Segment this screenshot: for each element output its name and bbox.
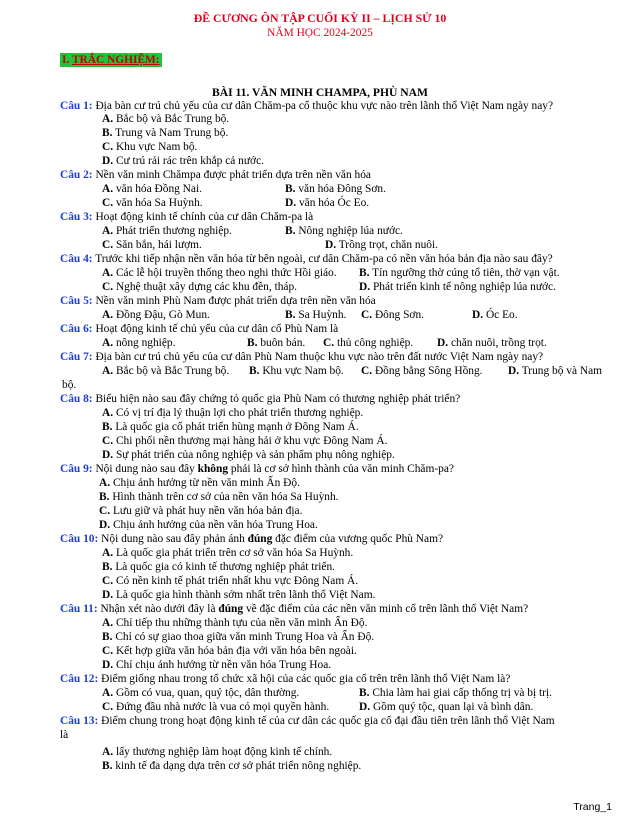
option xyxy=(102,760,361,773)
option-letter: C. xyxy=(102,281,114,293)
question-number: Câu 3: xyxy=(60,211,93,223)
option-text: văn hóa Đông Sơn. xyxy=(298,183,386,195)
option-letter: B. xyxy=(359,267,370,279)
option xyxy=(102,197,203,210)
option-letter: B. xyxy=(285,225,296,237)
option-letter: B. xyxy=(102,631,113,643)
option xyxy=(102,281,297,294)
option xyxy=(285,225,403,238)
option-letter: D. xyxy=(359,701,371,713)
section-number: I. xyxy=(62,54,70,66)
question-5 xyxy=(60,295,376,308)
option xyxy=(99,505,302,518)
question-text: Hoạt động kinh tế chủ yếu của cư dân cổ Phù Nam là xyxy=(95,323,339,335)
option-text: Sa Huỳnh. xyxy=(298,309,347,321)
option xyxy=(102,407,363,420)
question-12 xyxy=(60,673,510,686)
emphasis: đúng xyxy=(247,533,273,545)
option-letter: A. xyxy=(102,365,114,377)
option xyxy=(102,575,358,588)
question-text: Địa bàn cư trú chủ yếu của cư dân Chăm-pa cổ thuộc khu vực nào trên lãnh thổ Việt Nam ngày nay? xyxy=(95,100,554,112)
lesson-title: BÀI 11. VĂN MINH CHAMPA, PHÙ NAM xyxy=(212,86,428,99)
option-text: Bắc bộ và Bắc Trung bộ. xyxy=(115,365,230,377)
question-number: Câu 10: xyxy=(60,533,99,545)
section-heading xyxy=(60,53,162,67)
option-letter: A. xyxy=(102,309,114,321)
question-number: Câu 4: xyxy=(60,253,93,265)
option-text: Là quốc gia có kinh tế thương nghiệp phát triển. xyxy=(115,561,336,573)
option xyxy=(102,337,175,350)
question-number: Câu 13: xyxy=(60,715,99,727)
option-letter: A. xyxy=(102,407,114,419)
option-text: Tín ngưỡng thờ cúng tổ tiên, thờ vạn vật. xyxy=(372,267,560,279)
school-year: NĂM HỌC 2024-2025 xyxy=(267,27,373,39)
option-text: Chỉ tiếp thu những thành tựu của nền văn minh Ấn Độ. xyxy=(115,617,368,629)
option xyxy=(102,701,329,714)
option xyxy=(437,337,547,350)
question-text: phải là cơ sở hình thành của văn minh Chăm-pa? xyxy=(228,463,454,475)
question-text: Trước khi tiếp nhận nền văn hóa từ bên ngoài, cư dân Chăm-pa có nền văn hóa bản địa nào sau đây? xyxy=(95,253,553,265)
option xyxy=(359,701,533,714)
option xyxy=(102,421,359,434)
option-text: thủ công nghiệp. xyxy=(336,337,414,349)
option-letter: B. xyxy=(102,127,113,139)
question-number: Câu 12: xyxy=(60,673,99,685)
option xyxy=(285,197,369,210)
option xyxy=(102,746,332,759)
option-text: văn hóa Sa Huỳnh. xyxy=(115,197,203,209)
option-text: Gồm quý tộc, quan lại và bình dân. xyxy=(372,701,534,713)
option-text: Chỉ có sự giao thoa giữa văn minh Trung Hoa và Ấn Độ. xyxy=(115,631,375,643)
option-letter: B. xyxy=(359,687,370,699)
question-number: Câu 11: xyxy=(60,603,98,615)
option xyxy=(361,365,483,378)
option-text: Nông nghiệp lúa nước. xyxy=(298,225,403,237)
question-number: Câu 6: xyxy=(60,323,93,335)
option xyxy=(102,141,197,154)
option-letter: C. xyxy=(102,197,114,209)
option-text: Cư trú rải rác trên khắp cả nước. xyxy=(115,155,264,167)
option xyxy=(102,589,375,602)
option-text: Chi phối nền thương mại hàng hải ở khu vực Đông Nam Á. xyxy=(115,435,388,447)
option-text: Lưu giữ và phát huy nền văn hóa bản địa. xyxy=(112,505,303,517)
option-text: Trồng trọt, chăn nuôi. xyxy=(338,239,438,251)
emphasis: không xyxy=(197,463,229,475)
option-letter: C. xyxy=(102,701,114,713)
document-title: ĐỀ CƯƠNG ÔN TẬP CUỐI KỲ II – LỊCH SỬ 10 xyxy=(193,11,447,25)
option-text: Phát triển kinh tế nông nghiệp lúa nước. xyxy=(372,281,556,293)
option-letter: A. xyxy=(102,337,114,349)
question-text: Hoạt động kinh tế chính của cư dân Chăm-pa là xyxy=(95,211,314,223)
option-letter: D. xyxy=(472,309,484,321)
option-text: Sự phát triển của nông nghiệp và sản phẩm phụ nông nghiệp. xyxy=(115,449,395,461)
option xyxy=(99,477,300,490)
option xyxy=(102,225,232,238)
option-letter: A. xyxy=(102,746,114,758)
option xyxy=(102,547,353,560)
option-text: Óc Eo. xyxy=(485,309,518,321)
option-text: Kết hợp giữa văn hóa bản địa với văn hóa bên ngoài. xyxy=(115,645,357,657)
option-text: văn hóa Đồng Nai. xyxy=(115,183,202,195)
option-letter: A. xyxy=(99,477,111,489)
option-text: Chịu ảnh hưởng từ nền văn minh Ấn Độ. xyxy=(112,477,300,489)
question-9 xyxy=(60,463,454,476)
question-7 xyxy=(60,351,543,364)
question-text: Nhận xét nào dưới đây là xyxy=(100,603,219,615)
option-letter: D. xyxy=(102,589,114,601)
page-number: Trang_1 xyxy=(573,801,612,813)
option-letter: C. xyxy=(99,505,111,517)
option-letter: D. xyxy=(359,281,371,293)
option-letter: B. xyxy=(102,421,113,433)
question-number: Câu 9: xyxy=(60,463,93,475)
option-text: văn hóa Óc Eo. xyxy=(298,197,370,209)
question-number: Câu 7: xyxy=(60,351,93,363)
option-text: Các lễ hội truyền thống theo nghi thức Hồi giáo. xyxy=(115,267,337,279)
option xyxy=(249,365,344,378)
question-wrap: là xyxy=(60,729,69,741)
question-8 xyxy=(60,393,460,406)
option-text: Là quốc gia cổ phát triển hùng mạnh ở Đông Nam Á. xyxy=(115,421,359,433)
option-text: Gồm có vua, quan, quý tộc, dân thường. xyxy=(115,687,300,699)
question-number: Câu 1: xyxy=(60,100,93,112)
question-text: về đặc điểm của các nền văn minh cổ trên lãnh thổ Việt Nam? xyxy=(243,603,529,615)
option xyxy=(102,435,387,448)
option xyxy=(102,267,337,280)
option xyxy=(325,239,438,252)
option-letter: C. xyxy=(323,337,335,349)
option xyxy=(99,491,339,504)
option xyxy=(285,183,386,196)
option xyxy=(359,281,556,294)
option-text: Chịu ảnh hưởng của nền văn hóa Trung Hoa. xyxy=(112,519,318,531)
option-text: Là quốc gia hình thành sớm nhất trên lãnh thổ Việt Nam. xyxy=(115,589,376,601)
question-13 xyxy=(60,715,555,728)
option-letter: A. xyxy=(102,225,114,237)
option-letter: A. xyxy=(102,687,114,699)
option-letter: D. xyxy=(99,519,111,531)
option-letter: C. xyxy=(102,435,114,447)
option xyxy=(508,365,602,378)
option-text: nông nghiệp. xyxy=(115,337,176,349)
option-text: Là quốc gia phát triển trên cơ sở văn hóa Sa Huỳnh. xyxy=(115,547,354,559)
option-text: Săn bắn, hái lượm. xyxy=(115,239,202,251)
option-text: Khu vực Nam bộ. xyxy=(262,365,344,377)
question-text: Nền văn minh Chămpa được phát triển dựa trên nền văn hóa xyxy=(95,169,371,181)
option xyxy=(102,631,374,644)
question-4 xyxy=(60,253,553,266)
option-letter: B. xyxy=(247,337,258,349)
option-letter: B. xyxy=(285,183,296,195)
option-letter: B. xyxy=(99,491,110,503)
option-text: Có vị trí địa lý thuận lợi cho phát triển thương nghiệp. xyxy=(115,407,364,419)
option-text: Đồng bằng Sông Hồng. xyxy=(374,365,483,377)
option-letter: D. xyxy=(285,197,297,209)
option-letter: B. xyxy=(285,309,296,321)
option xyxy=(102,155,264,168)
option xyxy=(359,687,552,700)
option-letter: D. xyxy=(102,449,114,461)
question-11 xyxy=(60,603,528,616)
option-text: Đứng đầu nhà nước là vua có mọi quyền hành. xyxy=(115,701,330,713)
option-text: buôn bán. xyxy=(260,337,306,349)
question-number: Câu 2: xyxy=(60,169,93,181)
option-letter: D. xyxy=(437,337,449,349)
option-text: Bắc bộ và Bắc Trung bộ. xyxy=(115,113,230,125)
option-letter: A. xyxy=(102,617,114,629)
option-text: chăn nuôi, trồng trọt. xyxy=(450,337,547,349)
option-text: Chia làm hai giai cấp thống trị và bị trị. xyxy=(372,687,552,699)
question-2 xyxy=(60,169,371,182)
question-text: Điểm giống nhau trong tổ chức xã hội của các quốc gia cổ trên trên lãnh thổ Việt Nam là? xyxy=(101,673,511,685)
question-text: đặc điểm của vương quốc Phù Nam? xyxy=(272,533,443,545)
option xyxy=(247,337,305,350)
option-letter: D. xyxy=(102,155,114,167)
option xyxy=(102,617,367,630)
option-letter: C. xyxy=(102,575,114,587)
option xyxy=(472,309,518,322)
option-letter: A. xyxy=(102,183,114,195)
option xyxy=(102,449,395,462)
option xyxy=(323,337,413,350)
option xyxy=(102,659,331,672)
option-text: lấy thương nghiệp làm hoạt động kinh tế chính. xyxy=(115,746,333,758)
option-letter: C. xyxy=(102,141,114,153)
option xyxy=(102,561,335,574)
option xyxy=(102,365,229,378)
question-text: Điểm chung trong hoạt động kinh tế của cư dân các quốc gia cổ đại đầu tiên trên lãnh thổ Việt Nam xyxy=(101,715,555,727)
question-6 xyxy=(60,323,338,336)
option-text: Phát triển thương nghiệp. xyxy=(115,225,232,237)
option-letter: B. xyxy=(102,760,113,772)
option-text: Trung bộ và Nam xyxy=(521,365,602,377)
question-3 xyxy=(60,211,313,224)
option xyxy=(102,113,229,126)
option-letter: B. xyxy=(102,561,113,573)
emphasis: đúng xyxy=(218,603,244,615)
option-letter: C. xyxy=(102,239,114,251)
option-letter: C. xyxy=(361,365,373,377)
option-text: Nghệ thuật xây dựng các khu đền, tháp. xyxy=(115,281,298,293)
option-letter: D. xyxy=(325,239,337,251)
question-text: Nền văn minh Phù Nam được phát triển dựa trên nền văn hóa xyxy=(95,295,376,307)
question-text: Nội dung nào sau đây xyxy=(95,463,198,475)
option xyxy=(102,687,299,700)
option-text: Đông Sơn. xyxy=(374,309,424,321)
option-letter: B. xyxy=(249,365,260,377)
option xyxy=(102,645,357,658)
question-text: Nội dung nào sau đây phản ánh xyxy=(101,533,248,545)
question-number: Câu 8: xyxy=(60,393,93,405)
option-letter: A. xyxy=(102,267,114,279)
option-text: Đồng Đậu, Gò Mun. xyxy=(115,309,210,321)
question-10 xyxy=(60,533,443,546)
option-letter: C. xyxy=(102,645,114,657)
question-text: Biểu hiện nào sau đây chứng tỏ quốc gia Phù Nam có thương nghiệp phát triển? xyxy=(95,393,461,405)
option-letter: D. xyxy=(508,365,520,377)
option-letter: A. xyxy=(102,113,114,125)
option xyxy=(102,127,228,140)
option xyxy=(99,519,318,532)
option-text: Khu vực Nam bộ. xyxy=(115,141,198,153)
section-label: TRẮC NGHIỆM: xyxy=(71,54,160,66)
option xyxy=(285,309,346,322)
option-text: kinh tế đa dạng dựa trên cơ sở phát triển nông nghiệp. xyxy=(115,760,362,772)
option-letter: A. xyxy=(102,547,114,559)
option-letter: C. xyxy=(361,309,373,321)
option xyxy=(102,183,202,196)
option-text: Hình thành trên cơ sở của nền văn hóa Sa Huỳnh. xyxy=(112,491,339,503)
question-text: Địa bàn cư trú chủ yếu của cư dân Phù Nam thuộc khu vực nào trên đất nước Việt Nam ngày nay? xyxy=(95,351,544,363)
option xyxy=(361,309,424,322)
option xyxy=(359,267,560,280)
option-text: Trung và Nam Trung bộ. xyxy=(115,127,229,139)
option xyxy=(102,239,202,252)
option-wrap: bộ. xyxy=(62,379,77,391)
question-number: Câu 5: xyxy=(60,295,93,307)
option-text: Có nền kinh tế phát triển nhất khu vực Đông Nam Á. xyxy=(115,575,359,587)
question-1 xyxy=(60,100,553,113)
option xyxy=(102,309,210,322)
option-letter: D. xyxy=(102,659,114,671)
option-text: Chỉ chịu ảnh hưởng từ nền văn hóa Trung Hoa. xyxy=(115,659,332,671)
